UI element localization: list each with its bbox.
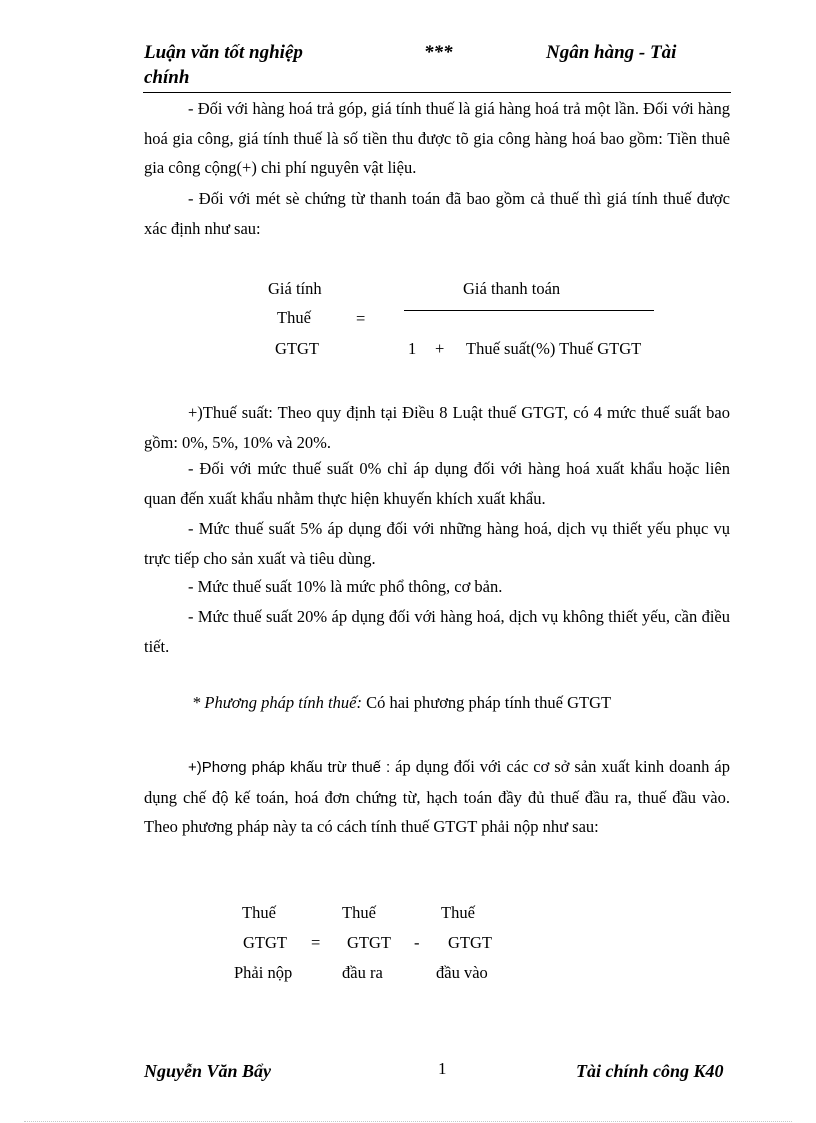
formula2-equals: = [311,933,321,952]
formula2-col3-line2: GTGT [448,933,492,952]
paragraph-installment: - Đối với hàng hoá trả góp, giá tính thuế là giá hàng hoá trả một lần. Đối với hàng hoá gia công, giá tính thuế là số tiền thu được tõ gia công hàng hoá bao gồm: Tiền thuê gia công cộng(+) chi phí nguyên vật liệu. [144,99,730,177]
paragraph-rate-10: - Mức thuế suất 10% là mức phổ thông, cơ bản. [188,577,503,596]
paragraph-rate-20: - Mức thuế suất 20% áp dụng đối với hàng hoá, dịch vụ không thiết yếu, cần điều tiết. [144,607,730,656]
footer-author: Nguyễn Văn Bẩy [144,1061,272,1081]
formula2-col1-line3: Phải nộp [234,963,293,982]
header-left: Luận văn tốt nghiệp [144,42,303,63]
formula1-lhs-line1: Giá tính [268,279,322,298]
formula1-numerator: Giá thanh toán [463,279,561,298]
formula1-equals: = [356,309,366,328]
paragraph-tax-rates: +)Thuế suất: Theo quy định tại Điều 8 Luật thuế GTGT, có 4 mức thuế suất bao gồm: 0%, 5%, 10% và 20%. [144,403,730,452]
formula2-col3-line1: Thuế [441,903,475,922]
method-line [192,693,611,713]
footer-page-number: 1 [438,1059,447,1078]
header-rule [143,92,731,93]
method-text: Có hai phương pháp tính thuế GTGT [361,693,612,712]
formula2-col2-line1: Thuế [342,903,376,922]
paragraph-tax-inclusive: - Đối với mét sè chứng từ thanh toán đã bao gồm cả thuế thì giá tính thuế được xác định như sau: [144,189,730,238]
formula2-col2-line3: đầu ra [342,963,383,982]
header-right: Ngân hàng - Tài [546,42,677,63]
deduction-method-lead: +)Phơng pháp khấu trừ thuế : [188,759,391,776]
formula1-denominator-one: 1 [408,339,417,358]
formula1-denominator-rate: Thuế suất(%) Thuế GTGT [466,339,642,358]
header-left-continued: chính [144,67,190,88]
formula1-lhs-line2: Thuế [277,308,311,327]
formula2-minus: - [414,933,420,952]
header-center: *** [424,42,453,63]
paragraph-rate-0: - Đối với mức thuế suất 0% chỉ áp dụng đối với hàng hoá xuất khẩu hoặc liên quan đến xuất khẩu nhằm thực hiện khuyến khích xuất khẩu. [144,459,730,508]
footer-course: Tài chính công K40 [576,1061,724,1081]
formula1-fraction-bar [404,310,654,311]
deduction-method-text: áp dụng đối với các cơ sở sản xuất kinh doanh áp dụng chế độ kế toán, hoá đơn chứng từ, hạch toán đầy đủ thuế đầu ra, thuế đầu vào. Theo phương pháp này ta có cách tính thuế GTGT phải nộp như sau: [144,757,730,836]
formula2-col1-line2: GTGT [243,933,287,952]
formula2-col2-line2: GTGT [347,933,391,952]
method-label: * Phương pháp tính thuế: [192,693,362,712]
formula2-col1-line1: Thuế [242,903,276,922]
paragraph-deduction-method [144,752,730,842]
formula2-col3-line3: đầu vào [436,963,488,982]
paragraph-rate-5: - Mức thuế suất 5% áp dụng đối với những hàng hoá, dịch vụ thiết yếu phục vụ trực tiếp cho sản xuất và tiêu dùng. [144,519,730,568]
formula1-denominator-plus: + [435,339,445,358]
page-bottom-edge [24,1121,792,1122]
formula1-lhs-line3: GTGT [275,339,319,358]
